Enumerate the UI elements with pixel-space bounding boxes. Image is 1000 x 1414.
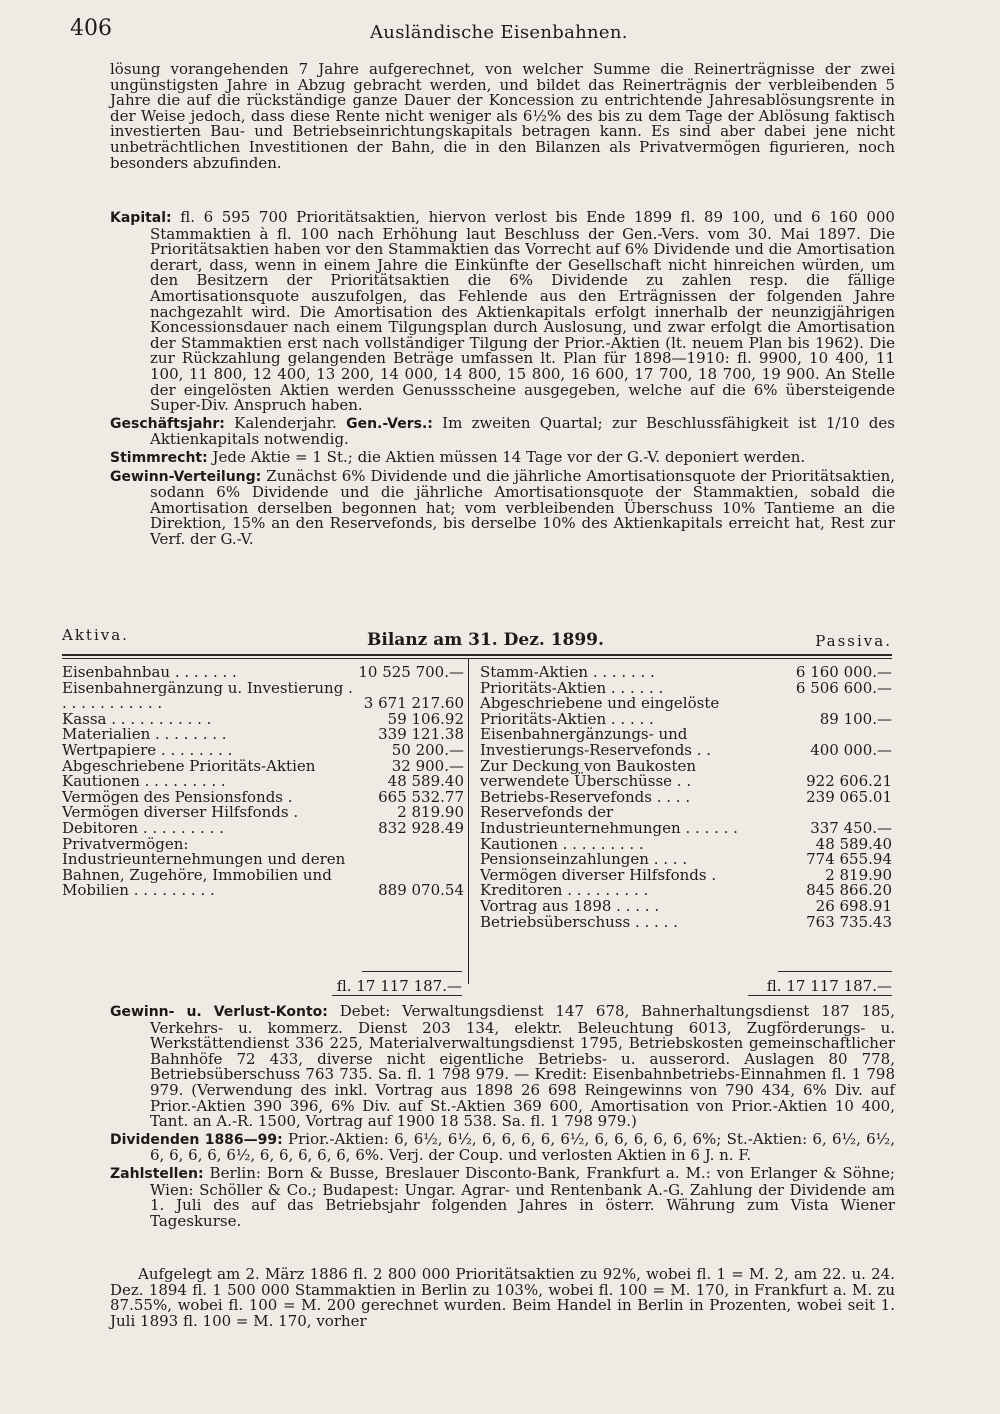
aktiva-item-label: Kautionen . . . . . . . . . bbox=[62, 772, 226, 791]
passiva-item-label: Betriebs-Reservefonds . . . . bbox=[480, 787, 691, 806]
gen-vers-text: Im zweiten Quartal; zur Beschlussfähigkeit ist 1/10 des Aktienkapitals notwendig. bbox=[150, 413, 895, 449]
passiva-item-amount: 845 866.20 bbox=[806, 881, 892, 900]
passiva-item-amount: 400 000.— bbox=[810, 740, 892, 759]
gewinn-verlust-label: Gewinn- u. Verlust-Konto: bbox=[110, 1004, 328, 1020]
aktiva-list bbox=[62, 665, 464, 899]
passiva-item-amount: 239 065.01 bbox=[806, 787, 892, 806]
aktiva-total-rule bbox=[362, 971, 462, 972]
aktiva-item-label: Eisenbahnbau . . . . . . . bbox=[62, 663, 237, 681]
accounts-details bbox=[110, 1004, 895, 1231]
aktiva-item-label: Vermögen des Pensionsfonds . bbox=[62, 787, 293, 806]
geschaeftsjahr-text: Kalenderjahr. bbox=[234, 413, 337, 432]
closing-paragraph bbox=[110, 1267, 895, 1331]
aktiva-item-amount: 889 070.54 bbox=[378, 881, 464, 900]
passiva-total: fl. 17 117 187.— bbox=[748, 977, 892, 996]
kapital-label: Kapital: bbox=[110, 210, 172, 226]
passiva-item-amount: 6 160 000.— bbox=[795, 663, 892, 681]
aktiva-item-amount: 59 106.92 bbox=[387, 709, 464, 728]
passiva-item-label: Kreditoren . . . . . . . . . bbox=[480, 881, 649, 900]
passiva-item-amount: 26 698.91 bbox=[815, 896, 892, 915]
passiva-item-amount: 922 606.21 bbox=[806, 772, 892, 791]
aktiva-item-label: Privatvermögen: Industrieunternehmungen und deren Bahnen, Zugehöre, Immobilien und Mobilien . . . . . . . . . bbox=[62, 834, 346, 900]
gewinn-verteilung-section bbox=[110, 466, 895, 548]
page-header bbox=[70, 16, 950, 46]
passiva-item-label: Vermögen diverser Hilfsfonds . bbox=[480, 865, 717, 884]
geschaeftsjahr-section bbox=[110, 413, 895, 449]
aktiva-item-amount: 10 525 700.— bbox=[358, 663, 464, 681]
passiva-total-rule bbox=[778, 971, 892, 972]
stimmrecht-label: Stimmrecht: bbox=[110, 449, 208, 466]
balance-columns bbox=[62, 659, 892, 999]
aktiva-item-amount: 832 928.49 bbox=[378, 818, 464, 837]
geschaeftsjahr-label: Geschäftsjahr: bbox=[110, 415, 225, 432]
passiva-item-label: Stamm-Aktien . . . . . . . bbox=[480, 663, 655, 681]
aktiva-item-amount: 48 589.40 bbox=[387, 772, 464, 791]
aktiva-item-label: Wertpapiere . . . . . . . . bbox=[62, 740, 233, 759]
stimmrecht-section bbox=[110, 447, 895, 467]
passiva-item-amount: 2 819.90 bbox=[825, 865, 892, 884]
aktiva-item-label: Kassa . . . . . . . . . . . bbox=[62, 709, 212, 728]
company-details bbox=[110, 210, 895, 549]
zahlstellen-label: Zahlstellen: bbox=[110, 1165, 204, 1182]
gewinn-verlust-section bbox=[110, 1004, 895, 1130]
header-rule bbox=[62, 654, 892, 656]
zahlstellen-section bbox=[110, 1163, 895, 1230]
aktiva-item-label: Debitoren . . . . . . . . . bbox=[62, 818, 224, 837]
aktiva-item-amount: 339 121.38 bbox=[378, 725, 464, 744]
passiva-item-label: Zur Deckung von Baukosten verwendete Überschüsse . . bbox=[480, 756, 697, 791]
aktiva-item-amount: 50 200.— bbox=[391, 740, 464, 759]
passiva-heading: Passiva. bbox=[815, 632, 892, 650]
passiva-row bbox=[480, 696, 892, 727]
aktiva-item-amount: 3 671 217.60 bbox=[363, 694, 464, 713]
gewinn-verteilung-label: Gewinn-Verteilung: bbox=[110, 468, 262, 485]
aktiva-item-label: Materialien . . . . . . . . bbox=[62, 725, 227, 744]
aktiva-heading: Aktiva. bbox=[62, 626, 129, 644]
passiva-item-amount: 337 450.— bbox=[810, 818, 892, 837]
dividenden-text: Prior.-Aktien: 6, 6½, 6½, 6, 6, 6, 6, 6½, 6, 6, 6, 6, 6, 6%; St.-Aktien: 6, 6½, 6½, 6, 6, 6, 6, 6½, 6, 6, 6, 6, 6, 6%. Verj. der Coup. und verlosten Aktien in 6 J. n. F. bbox=[150, 1129, 895, 1165]
passiva-row bbox=[480, 805, 892, 836]
aktiva-item-amount: 2 819.90 bbox=[397, 803, 464, 822]
passiva-item-label: Kautionen . . . . . . . . . bbox=[480, 834, 644, 853]
dividenden-label: Dividenden 1886—99: bbox=[110, 1131, 283, 1148]
passiva-item-amount: 6 506 600.— bbox=[795, 678, 892, 697]
aktiva-item-label: Eisenbahnergänzung u. Investierung . . . . . . . . . . . . bbox=[62, 678, 353, 713]
passiva-item-label: Betriebsüberschuss . . . . . bbox=[480, 912, 678, 931]
column-divider bbox=[468, 659, 469, 984]
aktiva-item-amount: 665 532.77 bbox=[378, 787, 464, 806]
passiva-item-label: Pensionseinzahlungen . . . . bbox=[480, 850, 688, 869]
closing-text: Aufgelegt am 2. März 1886 fl. 2 800 000 Prioritätsaktien zu 92%, wobei fl. 1 = M. 2, am 22. u. 24. Dez. 1894 fl. 1 500 000 Stammaktien in Berlin zu 103%, wobei fl. 100 = M. 170, in Frankfurt a. M. zu 87.55%, wobei fl. 100 = M. 200 gerechnet wurden. Beim Handel in Berlin in Prozenten, wobei seit 1. Juli 1893 fl. 100 = M. 170, vorher bbox=[110, 1265, 895, 1330]
gewinn-verlust-text: Debet: Verwaltungsdienst 147 678, Bahnerhaltungsdienst 187 185, Verkehrs- u. kommerz. Dienst 203 134, elektr. Beleuchtung 6013, Zugförderungs- u. Werkstättendienst 336 225, Materialverwaltungsdienst 1795, Betriebskosten gemeinschaftlicher Bahnhöfe 72 433, diverse nicht eigentliche Betriebs- u. ausserord. Auslagen 80 778, Betriebsüberschuss 763 735. Sa. fl. 1 798 979. — Kredit: Eisenbahnbetriebs-Einnahmen fl. 1 798 979. (Verwendung des inkl. Vortrag aus 1898 26 698 Reingewinns von 790 434, 6% Div. auf Prior.-Aktien 390 396, 6% Div. auf St.-Aktien 369 600, Amortisation von Prior.-Aktien 10 400, Tant. an A.-R. 1500, Vortrag auf 1900 18 538. Sa. fl. 1 798 979.) bbox=[150, 1002, 895, 1131]
passiva-list bbox=[480, 665, 892, 930]
passiva-row bbox=[480, 912, 892, 931]
aktiva-item-amount: 32 900.— bbox=[391, 756, 464, 775]
passiva-item-label: Vortrag aus 1898 . . . . . bbox=[480, 896, 660, 915]
passiva-item-label: Reservefonds der Industrieunternehmungen . . . . . . bbox=[480, 803, 738, 837]
aktiva-total: fl. 17 117 187.— bbox=[332, 977, 462, 996]
aktiva-item-label: Vermögen diverser Hilfsfonds . bbox=[62, 803, 299, 822]
balance-header bbox=[62, 626, 892, 650]
passiva-item-amount: 89 100.— bbox=[819, 709, 892, 728]
passiva-item-label: Abgeschriebene und eingelöste Prioritäts-Aktien . . . . . bbox=[480, 694, 720, 728]
zahlstellen-text: Berlin: Born & Busse, Breslauer Disconto-Bank, Frankfurt a. M.: von Erlanger & Söhne; Wien: Schöller & Co.; Budapest: Ungar. Agrar- und Rentenbank A.-G. Zahlung der Dividende am 1. Juli des auf das Betriebsjahr folgenden Jahres in österr. Währung zum Vista Wiener Tageskurse. bbox=[150, 1163, 895, 1230]
balance-sheet bbox=[62, 626, 892, 999]
kapital-text: fl. 6 595 700 Prioritätsaktien, hiervon verlost bis Ende 1899 fl. 89 100, und 6 160 000 Stammaktien à fl. 100 nach Erhöhung laut Beschluss der Gen.-Vers. vom 30. Mai 1897. Die Prioritätsaktien haben vor den Stammaktien das Vorrecht auf 6% Dividende und die Amortisation derart, dass, wenn in einem Jahre die Einkünfte der Gesellschaft nicht hinreichen würden, um den Besitzern der Prioritätsaktien die 6% Dividende zu zahlen resp. die fällige Amortisationsquote auszufolgen, das Fehlende aus den Erträgnissen der folgenden Jahre nachgezahlt wird. Die Amortisation des Aktienkapitals erfolgt innerhalb der neunzigjährigen Koncessionsdauer nach einem Tilgungsplan durch Auslosung, und zwar erfolgt die Amortisation der Stammaktien erst nach vollständiger Tilgung der Prior.-Aktien (lt. neuem Plan bis 1962). Die zur Rückzahlung gelangenden Beträge umfassen lt. Plan für 1898—1910: fl. 9900, 10 400, 11 100, 11 800, 12 400, 13 200, 14 000, 14 800, 15 800, 16 600, 17 700, 18 700, 19 900. An Stelle der eingelösten Aktien werden Genussscheine ausgegeben, welche auf die 6% übersteigende Super-Div. Anspruch haben. bbox=[150, 208, 895, 415]
running-title: Ausländische Eisenbahnen. bbox=[370, 22, 628, 43]
gewinn-verteilung-text: Zunächst 6% Dividende und die jährliche Amortisationsquote der Prioritätsaktien, sodann 6% Dividende und die jährliche Amortisationsquote der Stammaktien, sobald die Amortisation derselben begonnen hat; vom verbleibenden Überschuss 10% Tantieme an die Direktion, 15% an den Reservefonds, bis derselbe 10% des Aktienkapitals erreicht hat, Rest zur Verf. der G.-V. bbox=[150, 466, 895, 548]
balance-title: Bilanz am 31. Dez. 1899. bbox=[367, 630, 604, 650]
passiva-row bbox=[480, 756, 892, 791]
passiva-item-amount: 774 655.94 bbox=[806, 850, 892, 869]
passiva-row bbox=[480, 727, 892, 758]
dividenden-section bbox=[110, 1129, 895, 1165]
aktiva-row bbox=[62, 678, 464, 713]
passiva-item-label: Prioritäts-Aktien . . . . . . bbox=[480, 678, 664, 697]
intro-paragraph bbox=[110, 62, 895, 173]
page-number: 406 bbox=[70, 16, 112, 41]
passiva-item-amount: 763 735.43 bbox=[806, 912, 892, 931]
gen-vers-label: Gen.-Vers.: bbox=[346, 415, 433, 432]
intro-text: lösung vorangehenden 7 Jahre aufgerechnet, von welcher Summe die Reinerträgnisse der zwei ungünstigsten Jahre in Abzug gebracht werden, und bildet das Reinerträgnis der verbleibenden 5 Jahre die auf die rückständige ganze Dauer der Koncession zu entrichtende Jahresablösungsrente in der Weise jedoch, dass diese Rente nicht weniger als 6½% des bis zu dem Tage der Ablösung faktisch investierten Bau- und Betriebseinrichtungskapitals betragen kann. Es sind aber dabei jene nicht unbeträchtlichen Investitionen der Bahn, die in den Bilanzen als Privatvermögen figurieren, noch besonders abzufinden. bbox=[110, 60, 895, 172]
stimmrecht-text: Jede Aktie = 1 St.; die Aktien müssen 14 Tage vor der G.-V. deponiert werden. bbox=[212, 447, 806, 466]
kapital-section bbox=[110, 210, 895, 414]
aktiva-item-label: Abgeschriebene Prioritäts-Aktien bbox=[62, 756, 316, 775]
passiva-item-amount: 48 589.40 bbox=[815, 834, 892, 853]
aktiva-row bbox=[62, 834, 464, 900]
passiva-item-label: Eisenbahnergänzungs- und Investierungs-Reservefonds . . bbox=[480, 725, 712, 759]
